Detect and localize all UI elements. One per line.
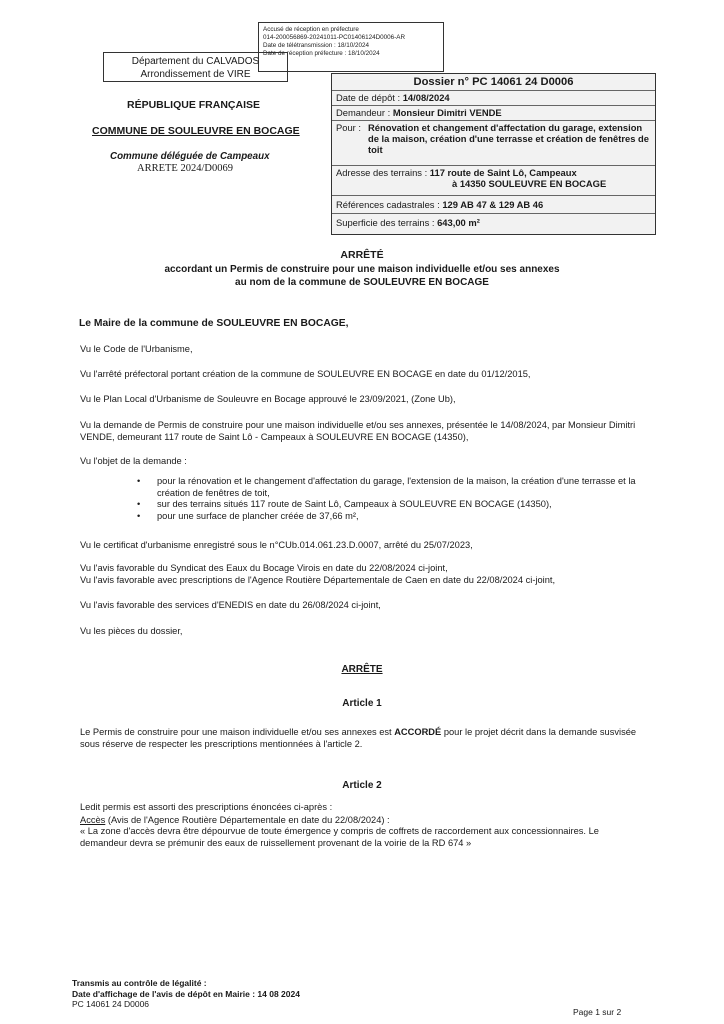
arrete-number: ARRETE 2024/D0069 — [137, 163, 233, 174]
acces-quote: « La zone d'accès devra être dépourvue de toute émergence y compris de coffrets de raccordement aux concessionnaires. Le demandeur devra se prémunir des eaux de ruissellement provenant de la voirie de la RD 674 » — [80, 826, 599, 848]
demandeur-label: Demandeur : — [336, 107, 393, 118]
vu-certificat: Vu le certificat d'urbanisme enregistré sous le n°CUb.014.061.23.D.0007, arrêté du 25/07/2023, — [80, 540, 473, 550]
arrete-subtitle-1: accordant un Permis de construire pour une maison individuelle et/ou ses annexes — [164, 264, 560, 275]
objet-list — [137, 476, 637, 522]
vu-arrete-prefectoral: Vu l'arrêté préfectoral portant création de la commune de SOULEUVRE EN BOCAGE en date du 01/12/2015, — [80, 369, 531, 379]
date-label: Date de dépôt : — [336, 92, 403, 103]
acces-line — [80, 815, 640, 827]
footer-dossier-ref: PC 14061 24 D0006 — [72, 999, 150, 1009]
article-2-intro: Ledit permis est assorti des prescriptions énoncées ci-après : — [80, 802, 333, 812]
vu-demande: Vu la demande de Permis de construire pour une maison individuelle et/ou ses annexes, présentée le 14/08/2024, par Monsieur Dimitri VENDE, demeurant 117 route de Saint Lô - Campeaux à SOULEUVRE EN BOCAGE (14350), — [80, 420, 636, 442]
acces-rest: (Avis de l'Agence Routière Départementale en date du 22/08/2024) : — [105, 815, 390, 825]
commune-heading: COMMUNE DE SOULEUVRE EN BOCAGE — [92, 125, 300, 137]
dossier-pour-row — [332, 121, 655, 166]
article-1-text — [80, 727, 640, 750]
vu-avis-enedis: Vu l'avis favorable des services d'ENEDIS en date du 26/08/2024 ci-joint, — [80, 600, 381, 610]
footer-affichage: Date d'affichage de l'avis de dépôt en Mairie : 14 08 2024 — [72, 988, 300, 999]
dossier-adresse-row — [332, 166, 655, 196]
arrete-decision: ARRÊTE — [341, 664, 383, 675]
vu-objet: Vu l'objet de la demande : — [80, 456, 187, 466]
dossier-demandeur-row — [332, 106, 655, 121]
dossier-title: Dossier n° PC 14061 24 D0006 — [332, 74, 655, 91]
stamp-line: Date de réception préfecture : 18/10/2024 — [263, 50, 380, 57]
vu-avis-eaux: Vu l'avis favorable du Syndicat des Eaux du Bocage Virois en date du 22/08/2024 ci-joint, — [80, 563, 448, 573]
superficie-label: Superficie des terrains : — [336, 217, 438, 228]
pour-value: Rénovation et changement d'affectation du garage, extension de la maison, création d'une terrasse et création de fenêtres de toit — [368, 122, 649, 155]
adresse-label: Adresse des terrains : — [336, 167, 430, 178]
pour-label: Pour : — [336, 122, 362, 133]
demandeur-value: Monsieur Dimitri VENDE — [392, 107, 502, 118]
maire-line: Le Maire de la commune de SOULEUVRE EN BOCAGE, — [79, 318, 349, 329]
article-1-part-c: pour le projet décrit dans la demande susvisée sous réserve de respecter les prescriptions mentionnées à l'article 2. — [80, 727, 637, 749]
accorde-keyword: ACCORDÉ — [394, 727, 442, 737]
vu-code-urbanisme: Vu le Code de l'Urbanisme, — [80, 344, 193, 354]
arrete-subtitle-2: au nom de la commune de SOULEUVRE EN BOCAGE — [235, 277, 489, 288]
refs-value: 129 AB 47 & 129 AB 46 — [442, 199, 544, 210]
stamp-line: 014-200056869-20241011-PC01406124D0006-AR — [263, 34, 406, 41]
departement-text: Département du CALVADOS — [131, 56, 260, 67]
article-2-title: Article 2 — [342, 780, 382, 791]
list-item: • pour une surface de plancher créée de 37,66 m², — [137, 511, 637, 523]
date-value: 14/08/2024 — [402, 92, 450, 103]
footer-block — [72, 978, 300, 1010]
list-item: • pour la rénovation et le changement d'affectation du garage, l'extension de la maison, la création d'une terrasse et la création de fenêtres de toit, — [137, 476, 637, 499]
commune-deleguee: Commune déléguée de Campeaux — [110, 151, 270, 162]
page-number: Page 1 sur 2 — [573, 1007, 622, 1017]
vu-avis-agence: Vu l'avis favorable avec prescriptions de l'Agence Routière Départementale de Caen en date du 22/08/2024 ci-joint, — [80, 575, 556, 585]
acces-label: Accès — [80, 815, 106, 825]
superficie-value: 643,00 m² — [437, 217, 480, 228]
dossier-superficie-row — [332, 214, 655, 233]
refs-label: Références cadastrales : — [336, 199, 443, 210]
list-item: • sur des terrains situés 117 route de Saint Lô, Campeaux à SOULEUVRE EN BOCAGE (14350), — [137, 499, 637, 511]
footer-transmis: Transmis au contrôle de légalité : — [72, 978, 207, 988]
vu-plu: Vu le Plan Local d'Urbanisme de Souleuvre en Bocage approuvé le 23/09/2021, (Zone Ub), — [80, 394, 456, 404]
adresse-line2: à 14350 SOULEUVRE EN BOCAGE — [452, 178, 607, 189]
arrondissement-text: Arrondissement de VIRE — [140, 69, 251, 80]
stamp-line: Date de télétransmission : 18/10/2024 — [263, 42, 370, 49]
stamp-line: Accusé de réception en préfecture — [263, 26, 359, 33]
republique-heading: RÉPUBLIQUE FRANÇAISE — [127, 99, 261, 111]
vu-pieces: Vu les pièces du dossier, — [80, 626, 183, 636]
arrete-title: ARRÊTÉ — [340, 249, 384, 261]
department-box — [103, 52, 288, 82]
dossier-refs-row — [332, 196, 655, 214]
adresse-line1: 117 route de Saint Lô, Campeaux — [429, 167, 577, 178]
dossier-date-row — [332, 91, 655, 106]
dossier-box — [331, 73, 656, 235]
article-1-title: Article 1 — [342, 698, 382, 709]
article-1-part-a: Le Permis de construire pour une maison individuelle et/ou ses annexes est — [80, 727, 395, 737]
